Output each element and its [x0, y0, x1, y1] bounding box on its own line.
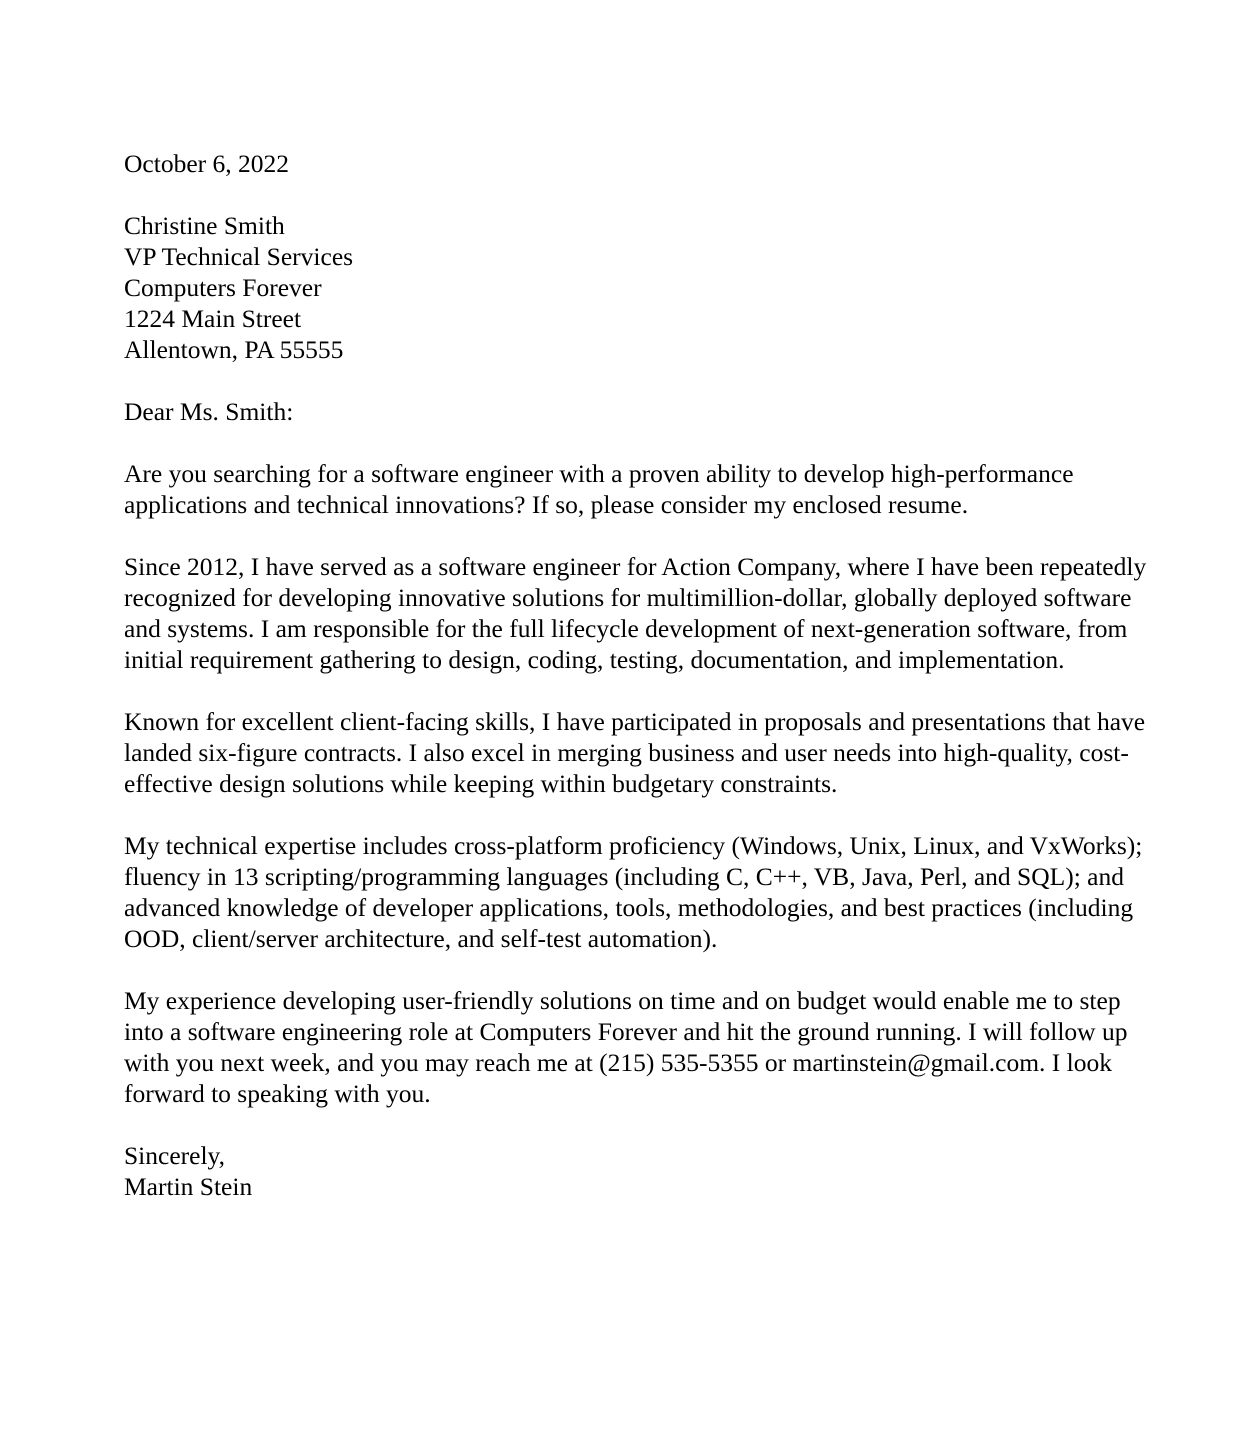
body-paragraph-5: My experience developing user-friendly solutions on time and on budget would enable me to step into a software engineering role at Computers Forever and hit the ground running. I will follow up with you next week, and you may reach me at (215) 535-5355 or martinstein@gmail.com. I look forward to speaking with you. — [124, 986, 1128, 1108]
recipient-city-state-zip: Allentown, PA 55555 — [124, 335, 344, 364]
recipient-address-block — [124, 210, 1150, 365]
recipient-company: Computers Forever — [124, 273, 322, 302]
body-paragraph-1: Are you searching for a software engineer with a proven ability to develop high-performance applications and technical innovations? If so, please consider my enclosed resume. — [124, 459, 1074, 519]
signer-name: Martin Stein — [124, 1172, 253, 1201]
closing-valediction: Sincerely, — [124, 1141, 226, 1170]
letter-date-block — [124, 148, 1150, 179]
body-paragraph-2: Since 2012, I have served as a software engineer for Action Company, where I have been repeatedly recognized for developing innovative solutions for multimillion-dollar, globally deployed software and systems. I am responsible for the full lifecycle development of next-generation software, from initial requirement gathering to design, coding, testing, documentation, and implementation. — [124, 552, 1147, 674]
salutation-block — [124, 396, 1150, 427]
recipient-title: VP Technical Services — [124, 242, 354, 271]
salutation: Dear Ms. Smith: — [124, 397, 294, 426]
body-paragraph-4: My technical expertise includes cross-platform proficiency (Windows, Unix, Linux, and VxWorks); fluency in 13 scripting/programming languages (including C, C++, VB, Java, Perl, and SQL); and advanced knowledge of developer applications, tools, methodologies, and best practices (including OOD, client/server architecture, and self-test automation). — [124, 831, 1143, 953]
letter-date: October 6, 2022 — [124, 149, 290, 178]
body-paragraph-3: Known for excellent client-facing skills, I have participated in proposals and presentations that have landed six-figure contracts. I also excel in merging business and user needs into high-quality, cost-effective design solutions while keeping within budgetary constraints. — [124, 707, 1146, 798]
letter-body — [124, 148, 1150, 1202]
recipient-street: 1224 Main Street — [124, 304, 302, 333]
recipient-name: Christine Smith — [124, 211, 285, 240]
closing-block — [124, 1140, 1150, 1202]
